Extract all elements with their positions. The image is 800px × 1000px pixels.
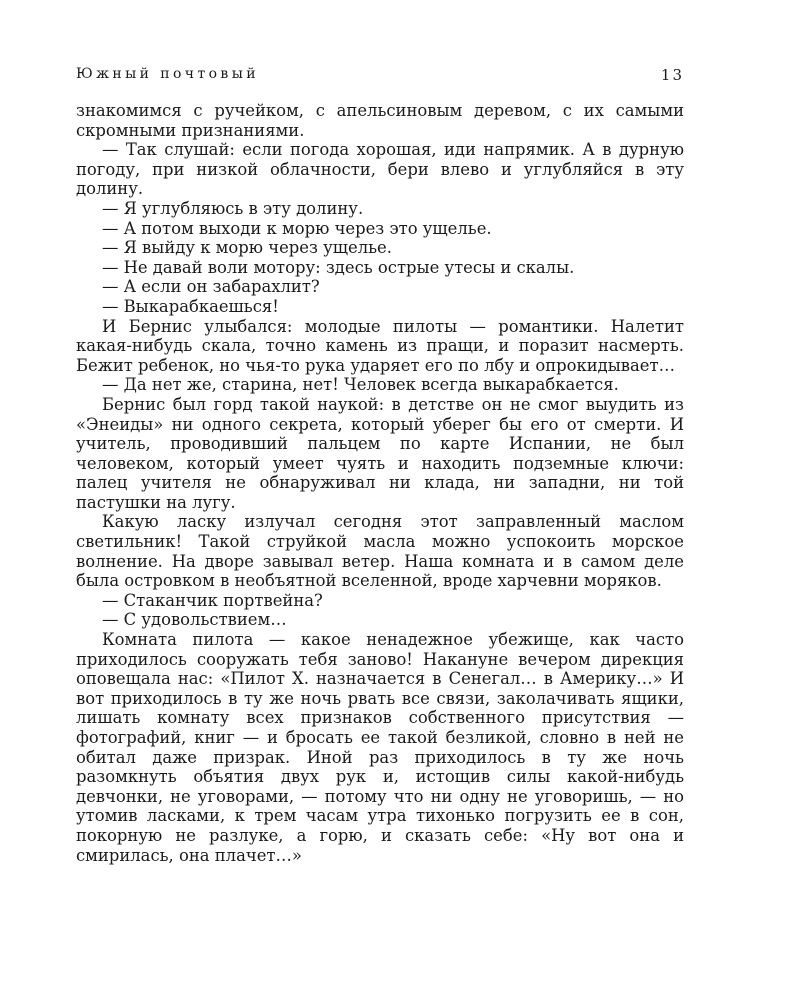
dialogue-line: — А потом выходи к морю через это ущелье. [102,218,492,238]
dialogue-line: — Стаканчик портвейна? [102,590,323,610]
dialogue-line: — Не давай воли мотору: здесь острые утесы и скалы. [102,257,575,277]
running-head [76,66,684,88]
paragraph: Какую ласку излучал сегодня этот заправленный маслом светильник! Такой струйкой масла можно успокоить морское волнение. На дворе завывал ветер. Наша комната и в самом деле была островком в необъятной вселенной, вроде харчевни моряков. [76,512,684,591]
body-text [76,101,684,865]
dialogue-line: — Да нет же, старина, нет! Человек всегда выкарабкается. [102,375,619,395]
paragraph-continuation: знакомимся с ручейком, с апельсиновым деревом, с их самыми скромными признаниями. [76,101,684,140]
page-number: 13 [660,66,684,84]
paragraph: Комната пилота — какое ненадежное убежище, как часто приходилось сооружать тебя заново! Накануне вечером дирекция оповещала нас: «Пилот Х. назначается в Сенегал… в Америку…» И вот приходилось в ту же ночь рвать все связи, заколачивать ящики, лишать комнату всех признаков собственного присутствия — фотографий, книг — и бросать ее такой безликой, словно в ней не обитал даже призрак. Иной раз приходилось в ту же ночь разомкнуть объятия двух рук и, истощив силы какой-нибудь девчонки, не уговорами, — потому что ни одну не уговоришь, — но утомив ласками, к трем часам утра тихонько погрузить ее в сон, покорную не разлуке, а горю, и сказать себе: «Ну вот она и смирилась, она плачет…» [76,630,684,865]
dialogue-line: — Выкарабкаешься! [102,296,279,316]
dialogue-line: — А если он забарахлит? [102,277,320,297]
paragraph: И Бернис улыбался: молодые пилоты — романтики. Налетит какая-нибудь скала, точно камень из пращи, и поразит насмерть. Бежит ребенок, но чья-то рука ударяет его по лбу и опрокидывает… [76,316,684,375]
paragraph: Бернис был горд такой наукой: в детстве он не смог выудить из «Энеиды» ни одного секрета, который уберег бы его от смерти. И учитель, проводивший пальцем по карте Испании, не был человеком, который умеет чуять и находить подземные ключи: палец учителя не обнаруживал ни клада, ни западни, ни той пастушки на лугу. [76,394,684,512]
dialogue-line: — Я выйду к морю через ущелье. [102,238,392,258]
dialogue-line: — Так слушай: если погода хорошая, иди напрямик. А в дурную погоду, при низкой облачности, бери влево и углубляйся в эту долину. [76,140,684,199]
dialogue-line: — С удовольствием… [102,610,287,630]
running-title: Южный почтовый [76,66,259,82]
dialogue-line: — Я углубляюсь в эту долину. [102,198,364,218]
